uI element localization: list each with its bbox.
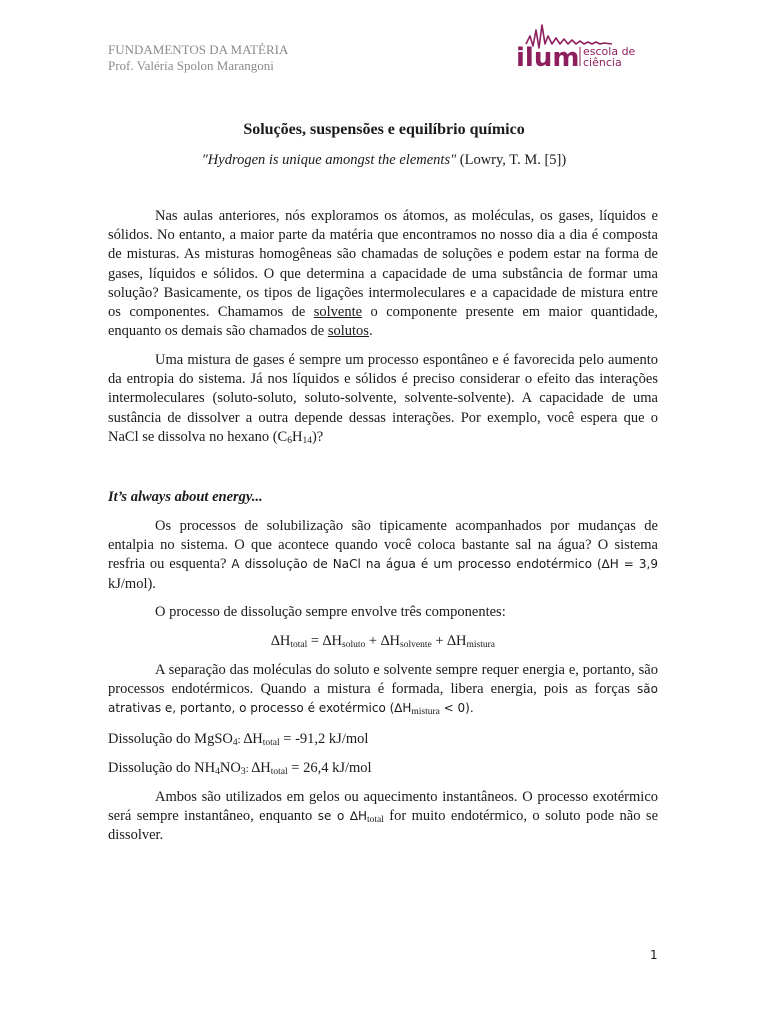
logo-tagline-1: escola de	[583, 45, 636, 58]
ilum-logo	[512, 22, 642, 72]
paragraph-2: Uma mistura de gases é sempre um processo espontâneo e é favorecida pelo aumento da entropia do sistema. Já nos líquidos e sólidos é preciso considerar o efeito das interações intermoleculares (soluto-soluto, soluto-solvente, solvente-solvente). A capacidade de uma sustância de dissolver a outra depende dessas interações. Por exemplo, você espera que o NaCl se dissolva no hexano $(C_6H_{14})$?	[108, 352, 658, 446]
term-solvente: solvente	[313, 304, 363, 321]
paragraph-3: Os processos de solubilização são tipicamente acompanhados por mudanças de entalpia no sistema. O que acontece quando você coloca bastante sal na água? O sistema resfria ou esquenta? A dissolução de NaCl na água é um processo endotérmico (∆H = 3,9 kJ/mol).	[108, 518, 658, 592]
enthalpy-equation: $\Delta H_{total} = \Delta H_{soluto} + \Delta H_{solvente} + \Delta H_{mistura}$	[271, 633, 495, 650]
professor-name: Prof. Valéria Spolon Marangoni	[108, 58, 274, 73]
epigraph	[0, 152, 768, 169]
page-header	[108, 42, 288, 74]
logo-brand: ilum	[516, 43, 580, 72]
term-solutos: solutos	[327, 323, 369, 340]
course-title: FUNDAMENTOS DA MATÉRIA	[108, 42, 289, 57]
page-number: 1	[650, 948, 658, 962]
document-title: Soluções, suspensões e equilíbrio químico	[243, 121, 525, 138]
dissolution-mgso4: Dissolução do MgSO$_4$: $\Delta H_{total} = -91,2$ kJ/mol	[108, 731, 369, 748]
epigraph-text: ″Hydrogen is unique amongst the elements″	[201, 152, 457, 168]
paragraph-6: Ambos são utilizados em gelos ou aquecimento instantâneos. O processo exotérmico será sempre instantâneo, enquanto se o $\Delta H_{total}$ for muito endotérmico, o soluto pode não se dissolver.	[108, 789, 658, 844]
paragraph-1: Nas aulas anteriores, nós exploramos os átomos, as moléculas, os gases, líquidos e sólidos. No entanto, a maior parte da matéria que encontramos no nosso dia a dia é composta de misturas. As misturas homogêneas são chamadas de soluções e podem estar na forma de gases, líquidos e sólidos. O que determina a capacidade de uma substância de formar uma solução? Basicamente, os tipos de ligações intermoleculares e a capacidade de mistura entre os componentes. Chamamos de solvente o componente presente em maior quantidade, enquanto os demais são chamados de solutos.	[108, 208, 658, 340]
logo-tagline-2: ciência	[583, 56, 622, 69]
paragraph-5: A separação das moléculas do soluto e solvente sempre requer energia e, portanto, são processos endotérmicos. Quando a mistura é formada, libera energia, pois as forças são atrativas e, portanto, o processo é exotérmico $(\Delta H_{mistura} < 0)$.	[108, 662, 658, 718]
epigraph-citation: (Lowry, T. M. [5])	[456, 152, 567, 168]
paragraph-4: O processo de dissolução sempre envolve três componentes:	[155, 604, 506, 620]
dissolution-nh4no3: Dissolução do $NH_4NO_3$: $\Delta H_{total} = 26,4$ kJ/mol	[108, 760, 372, 777]
section-heading: It’s always about energy...	[108, 489, 263, 505]
